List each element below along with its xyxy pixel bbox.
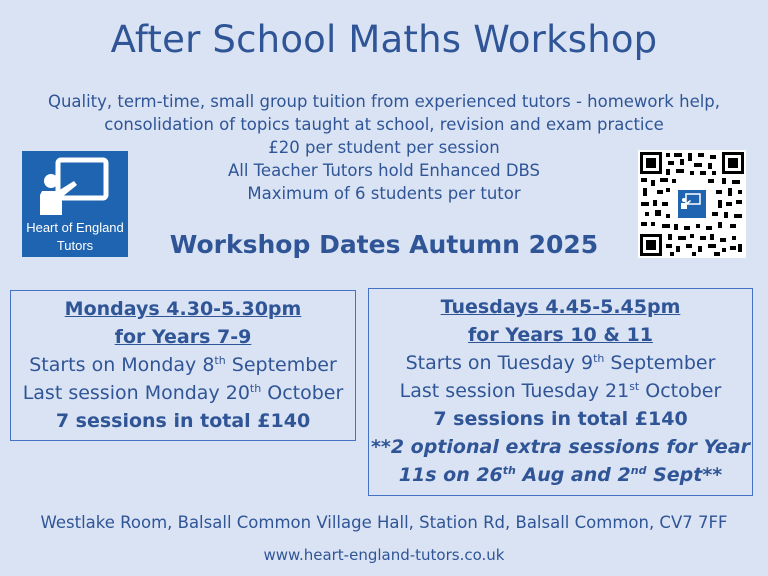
monday-time: Mondays 4.30-5.30pm [64,298,302,320]
workshop-dates-heading: Workshop Dates Autumn 2025 [169,230,599,259]
monday-sessions-box [10,290,356,441]
tuesday-sessions-box [368,288,753,496]
logo-text-line: Tutors [56,238,94,253]
extra-sessions-dates: 11s on 26th Aug and 2nd Sept** [398,464,723,486]
website-link[interactable]: www.heart-england-tutors.co.uk [263,546,505,564]
price-line: £20 per student per session [268,138,500,157]
monday-sessions-total: 7 sessions in total £140 [55,410,311,432]
monday-years: for Years 7-9 [114,326,252,348]
page-title: After School Maths Workshop [110,18,658,61]
tuesday-time: Tuesdays 4.45-5.45pm [440,296,681,318]
extra-sessions-note: **2 optional extra sessions for Year [370,436,751,458]
tuesday-sessions-total: 7 sessions in total £140 [433,408,688,430]
logo-text-line: Heart of England [26,220,124,235]
intro-line: Quality, term-time, small group tuition from experienced tutors - homework help, [47,92,721,111]
max-students-line: Maximum of 6 students per tutor [247,184,521,203]
monday-start-date: Starts on Monday 8th September [29,354,337,376]
venue-address: Westlake Room, Balsall Common Village Hall, Station Rd, Balsall Common, CV7 7FF [40,513,728,532]
tuesday-start-date: Starts on Tuesday 9th September [405,352,716,374]
monday-last-date: Last session Monday 20th October [22,382,344,404]
tuesday-years: for Years 10 & 11 [468,324,653,346]
intro-line: consolidation of topics taught at school, revision and exam practice [104,115,664,134]
dbs-line: All Teacher Tutors hold Enhanced DBS [227,161,541,180]
tuesday-last-date: Last session Tuesday 21st October [399,380,722,402]
